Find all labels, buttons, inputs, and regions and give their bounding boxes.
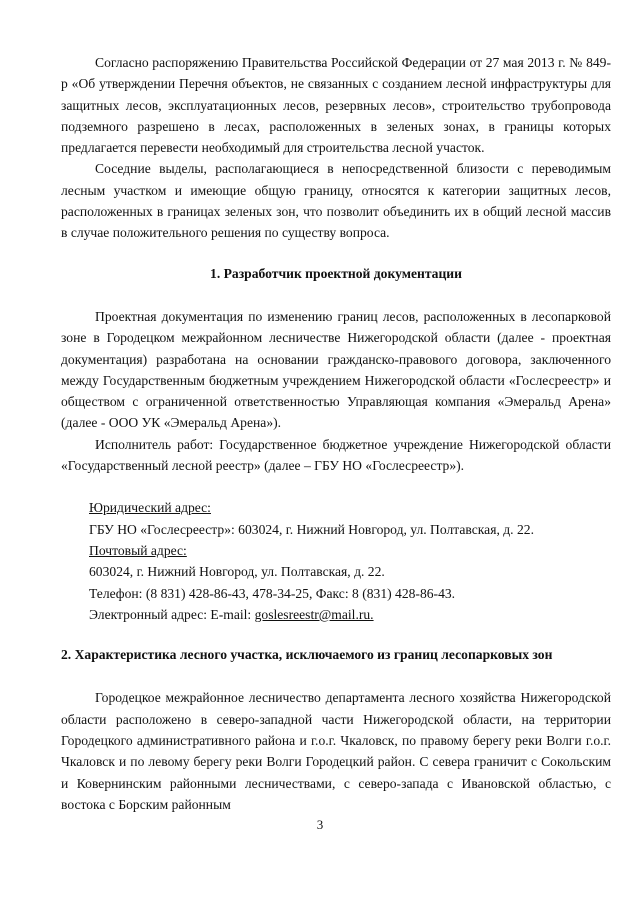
section-2-paragraph-1: Городецкое межрайонное лесничество департамента лесного хозяйства Нижегородской области расположено в северо-западной части Нижегородской области, на территории Городецкого административного района и г.о.г. Чкаловск, по правому берегу реки Волги г.о.г. Чкаловск и по левому берегу реки Волги Городецкий район. С севера граничит с Сокольским и Ковернинским районными лесничествами, с северо-запада с Ивановской областью, с востока с Борским районным	[61, 690, 611, 812]
phone-line: Телефон: (8 831) 428-86-43, 478-34-25, Факс: 8 (831) 428-86-43.	[89, 585, 456, 601]
legal-address-label: Юридический адрес:	[89, 500, 211, 516]
intro-paragraph-2: Соседние выделы, располагающиеся в непосредственной близости с переводимым лесным участком и имеющие общую границу, относятся к категории защитных лесов, расположенных в границах зеленых зон, что позволит объединить их в общий лесной массив в случае положительного решения по существу вопроса.	[61, 161, 611, 241]
postal-address: 603024, г. Нижний Новгород, ул. Полтавская, д. 22.	[89, 564, 385, 580]
postal-address-label: Почтовый адрес:	[89, 542, 187, 558]
section-2-heading: 2. Характеристика лесного участка, исключаемого из границ лесопарковых зон	[61, 647, 553, 663]
document-page	[61, 52, 611, 815]
section-1-heading: 1. Разработчик проектной документации	[210, 265, 462, 281]
intro-paragraph-1: Согласно распоряжению Правительства Российской Федерации от 27 мая 2013 г. № 849-р «Об утверждении Перечня объектов, не связанных с созданием лесной инфраструктуры для защитных лесов, эксплуатационных лесов, резервных лесов», строительство трубопровода подземного разрешено в лесах, расположенных в зеленых зонах, в границы которых предлагается перевести необходимый для строительства лесной участок.	[61, 55, 611, 156]
page-number: 3	[316, 817, 324, 832]
legal-address: ГБУ НО «Гослесреестр»: 603024, г. Нижний Новгород, ул. Полтавская, д. 22.	[89, 521, 534, 537]
email-line	[89, 604, 611, 625]
section-1-paragraph-2: Исполнитель работ: Государственное бюджетное учреждение Нижегородской области «Государственный лесной реестр» (далее – ГБУ НО «Гослесреестр»).	[61, 436, 611, 474]
section-1-paragraph-1: Проектная документация по изменению границ лесов, расположенных в лесопарковой зоне в Городецком межрайонном лесничестве Нижегородской области (далее - проектная документация) разработана на основании гражданско-правового договора, заключенного между Государственным бюджетным учреждением Нижегородской области «Гослесреестр» и обществом с ограниченной ответственностью Управляющая компания «Эмеральд Арена» (далее - ООО УК «Эмеральд Арена»).	[61, 308, 611, 431]
contacts-block	[61, 497, 611, 625]
email-link[interactable]: goslesreestr@mail.ru.	[254, 606, 374, 622]
email-prefix: Электронный адрес: E-mail:	[89, 606, 255, 622]
